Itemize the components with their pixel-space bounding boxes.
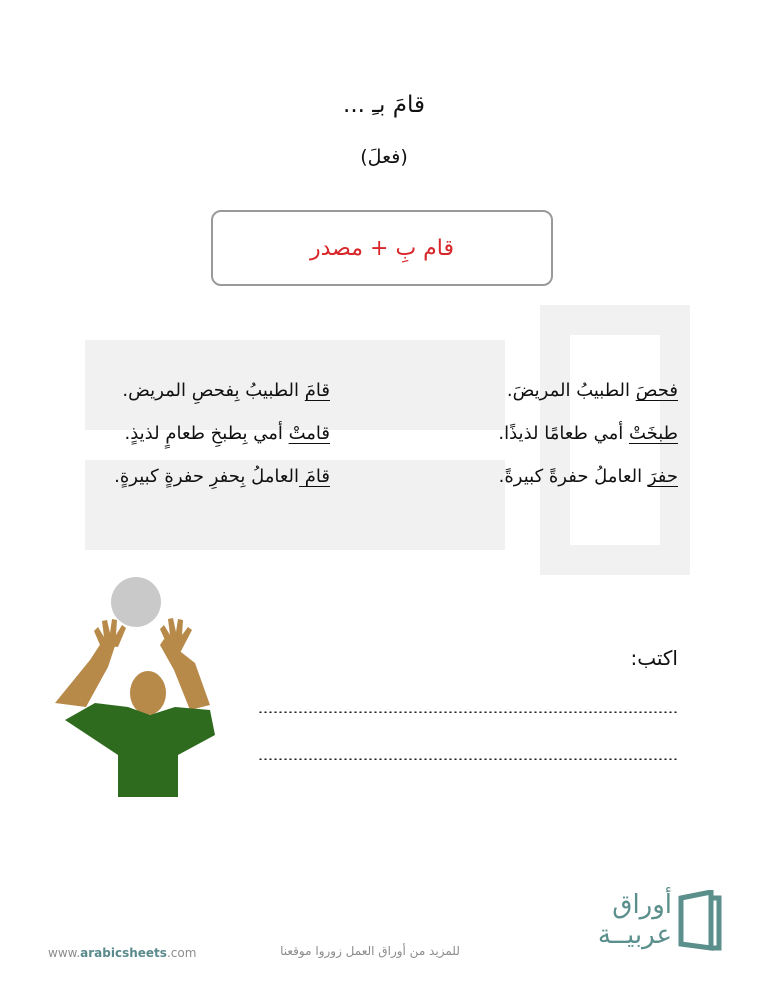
rule-box — [211, 210, 553, 286]
sentence-rest: أمي بِطبخِ طعامٍ لذيذٍ. — [124, 423, 289, 444]
watermark-logo — [55, 300, 715, 590]
footer-url[interactable] — [48, 946, 196, 960]
page-subtitle: (فعلَ) — [360, 146, 408, 168]
logo-text — [578, 890, 672, 950]
rule-text: قام بِ + مصدر — [310, 235, 454, 261]
footer-url-brand: arabicsheets — [80, 946, 167, 960]
sentence-left-3 — [114, 466, 330, 487]
book-logo-icon — [675, 890, 723, 952]
sentence-verb: قامَ — [304, 380, 330, 401]
sentence-verb: قامتْ — [288, 423, 330, 444]
sentence-rest: العاملُ حفرةً كبيرةً. — [498, 466, 648, 487]
exercise-label: اكتب: — [630, 646, 678, 670]
sentence-right-2 — [498, 423, 678, 444]
sentence-rest: أمي طعامًا لذيذًا. — [498, 423, 629, 444]
page-title: قامَ بـِ ... — [343, 92, 425, 118]
sentence-verb: حفرَ — [647, 466, 678, 487]
footer-note: للمزيد من أوراق العمل زوروا موقعنا — [280, 944, 460, 958]
sentence-left-1 — [122, 380, 330, 401]
sentence-right-1 — [507, 380, 678, 401]
footer-url-suffix: .com — [166, 946, 197, 960]
sentence-rest: العاملُ بِحفرِ حفرةٍ كبيرةٍ. — [114, 466, 300, 487]
sentence-verb: فحصَ — [635, 380, 678, 401]
footer-url-prefix: www. — [48, 946, 81, 960]
sentence-left-2 — [124, 423, 330, 444]
logo-line-2: عربيــة — [597, 920, 672, 950]
sentence-verb: طبخَتْ — [628, 423, 678, 444]
writing-line-1[interactable] — [258, 711, 678, 713]
sentence-right-3 — [499, 466, 678, 487]
sentence-rest: الطبيبُ بِفحصِ المريض. — [122, 380, 305, 401]
logo-line-1: أوراق — [612, 890, 672, 920]
writing-line-2[interactable] — [258, 758, 678, 760]
volleyball-player-icon — [50, 575, 225, 800]
sentence-rest: الطبيبُ المريضَ. — [506, 380, 636, 401]
sentence-verb: قامَ — [299, 466, 330, 487]
